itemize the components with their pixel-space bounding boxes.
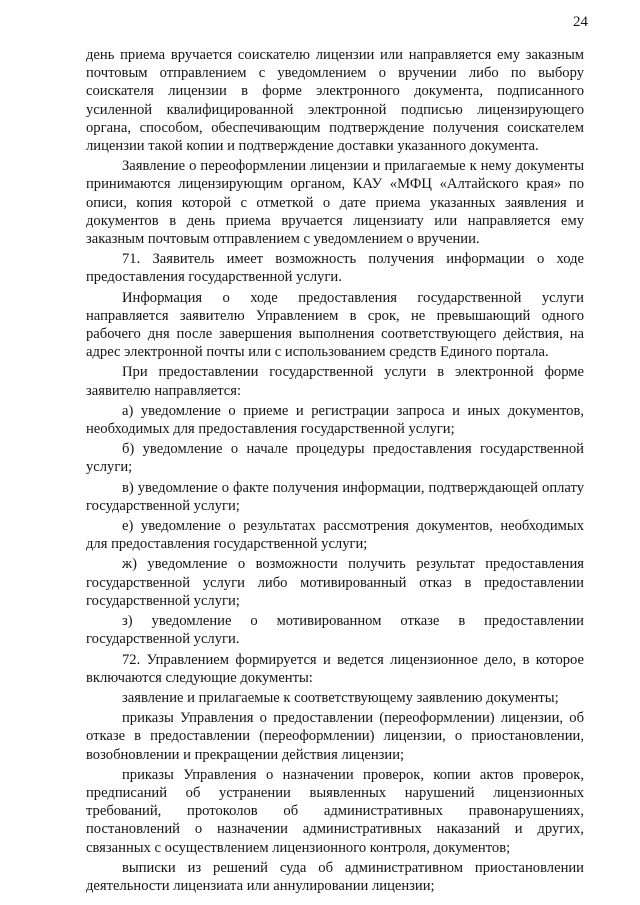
paragraph-progress-info: Информация о ходе предоставления государственной услуги направляется заявителю Управлением в срок, не превышающий одного рабочего дня после завершения выполнения соответствующего действия, на адрес электронной почты или с использованием средств Единого портала. [86, 289, 584, 361]
list-item-v: в) уведомление о факте получения информации, подтверждающей оплату государственной услуги; [86, 479, 584, 514]
list-item-a: а) уведомление о приеме и регистрации запроса и иных документов, необходимых для предоставления государственной услуги; [86, 402, 584, 438]
paragraph-electronic-form: При предоставлении государственной услуги в электронной форме заявителю направляется: [86, 364, 584, 399]
paragraph-continuation: день приема вручается соискателю лицензии или направляется ему заказным почтовым отправлением с уведомлением о вручении либо по выбору соискателя лицензии в форме электронного документа, подписанного усиленной квалифицированной электронной подписью лицензирующего органа, способом, обеспечивающим подтверждение получения соискателем лицензии такой копии и подтверждение доставки указанного документа. [86, 47, 584, 155]
list-item-inspection-orders: приказы Управления о назначении проверок, копии актов проверок, предписаний об устранении выявленных нарушений лицензионных требований, протоколов об административных правонарушениях, постановлений о назначении административных наказаний и других, связанных с осуществлением лицензионного контроля, документов; [86, 766, 584, 856]
list-item-orders: приказы Управления о предоставлении (переоформлении) лицензии, об отказе в предоставлении (переоформлении) лицензии, о приостановлении, возобновлении и прекращении действия лицензии; [86, 710, 584, 763]
list-item-court-extracts: выписки из решений суда об административном приостановлении деятельности лицензиата или аннулировании лицензии; [86, 859, 584, 894]
list-item-z: з) уведомление о мотивированном отказе в предоставлении государственной услуги. [86, 613, 584, 648]
list-item-b: б) уведомление о начале процедуры предоставления государственной услуги; [86, 441, 584, 476]
list-item-application: заявление и прилагаемые к соответствующему заявлению документы; [122, 689, 559, 706]
paragraph-72: 72. Управлением формируется и ведется лицензионное дело, в которое включаются следующие документы: [86, 651, 584, 686]
list-item-e: е) уведомление о результатах рассмотрения документов, необходимых для предоставления государственной услуги; [86, 518, 584, 553]
list-item-zh: ж) уведомление о возможности получить результат предоставления государственной услуги либо мотивированный отказ в предоставлении государственной услуги; [86, 556, 584, 609]
document-body [86, 46, 584, 895]
page-number: 24 [573, 14, 588, 30]
paragraph-reissue-application: Заявление о переоформлении лицензии и прилагаемые к нему документы принимаются лицензирующим органом, КАУ «МФЦ «Алтайского края» по описи, копия которой с отметкой о дате приема указанных заявления и документов в день приема вручается лицензиату или направляется ему заказным почтовым отправлением с уведомлением о вручении. [86, 158, 584, 248]
paragraph-71: 71. Заявитель имеет возможность получения информации о ходе предоставления государственной услуги. [86, 251, 584, 286]
